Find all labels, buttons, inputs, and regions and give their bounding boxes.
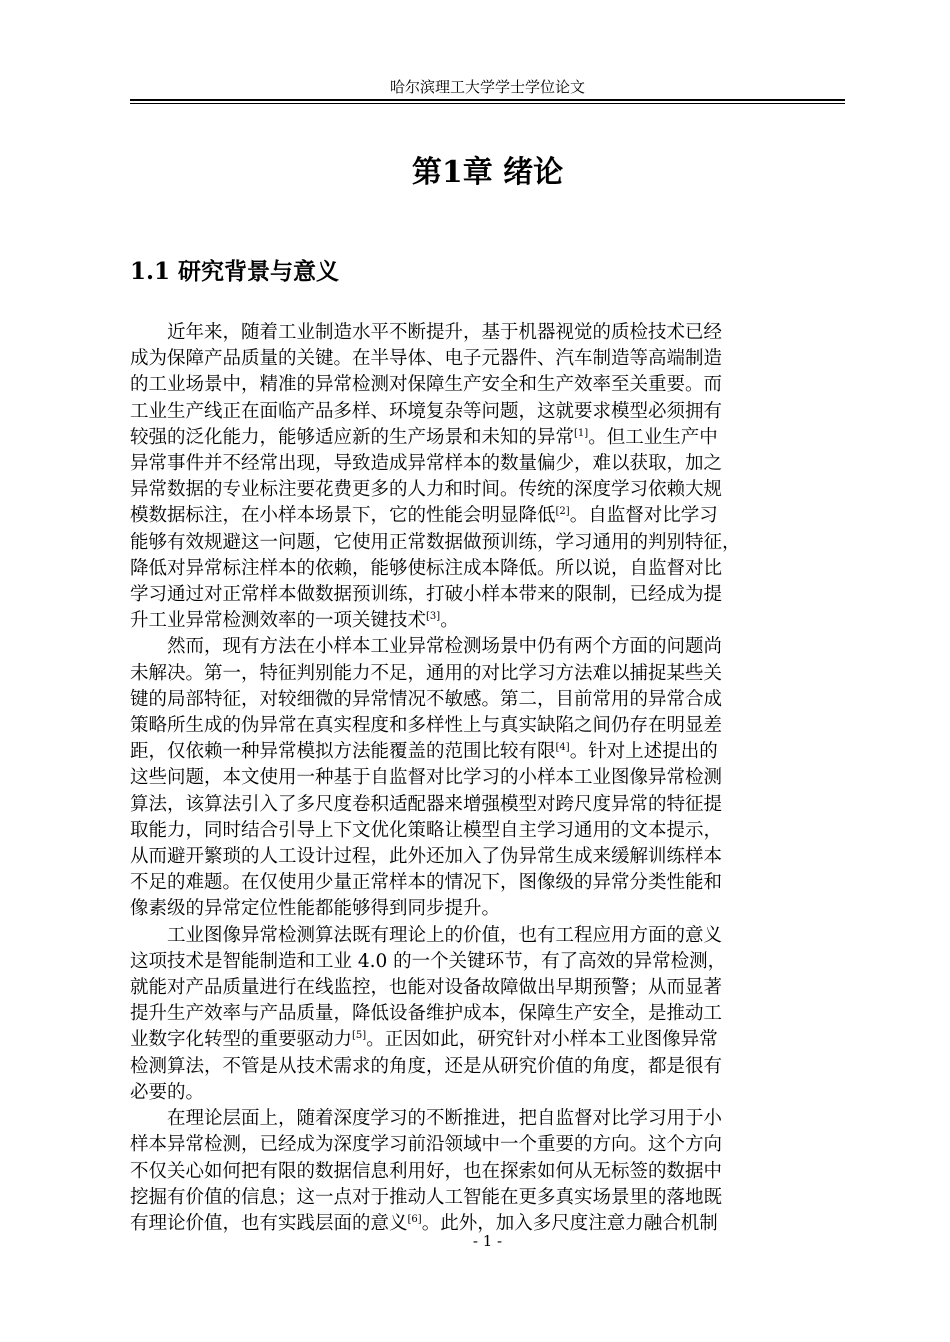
text-line: [130, 661, 852, 687]
paragraph: [130, 634, 852, 922]
header-rule: [130, 99, 845, 104]
text-line: [130, 896, 852, 922]
text-segment: 这项技术是智能制造和工业 4.0 的一个关键环节，有了高效的异常检测，: [130, 950, 727, 972]
text-segment: 不仅关心如何把有限的数据信息利用好，也在探索如何从无标签的数据中: [130, 1160, 723, 1182]
text-segment: 检测算法，不管是从技术需求的角度，还是从研究价值的角度，都是很有: [130, 1055, 723, 1077]
text-line: [130, 1106, 852, 1132]
text-line: [130, 451, 852, 477]
citation-ref: [4]: [555, 742, 570, 754]
text-segment: 成为保障产品质量的关键。在半导体、电子元器件、汽车制造等高端制造: [130, 348, 723, 370]
text-line: [130, 687, 852, 713]
text-line: [130, 792, 852, 818]
text-segment: 的工业场景中，精准的异常检测对保障生产安全和生产效率至关重要。而: [130, 374, 723, 396]
text-segment: 然而，现有方法在小样本工业异常检测场景中仍有两个方面的问题尚: [130, 636, 723, 658]
text-line: [130, 556, 852, 582]
text-segment: 学习通过对正常样本做数据预训练，打破小样本带来的限制，已经成为提: [130, 584, 723, 606]
text-line: [130, 1001, 852, 1027]
text-segment: 工业生产线正在面临产品多样、环境复杂等问题，这就要求模型必须拥有: [130, 400, 723, 422]
text-line: [130, 634, 852, 660]
text-segment: 距，仅依赖一种异常模拟方法能覆盖的范围比较有限: [130, 741, 556, 763]
text-segment: 像素级的异常定位性能都能够得到同步提升。: [130, 898, 501, 920]
citation-ref: [5]: [352, 1030, 367, 1042]
text-segment: 。此外，加入多尺度注意力融合机制: [421, 1212, 718, 1234]
text-segment: 就能对产品质量进行在线监控，也能对设备故障做出早期预警；从而显著: [130, 977, 723, 999]
text-line: [130, 530, 852, 556]
text-line: [130, 608, 852, 634]
text-line: [130, 765, 852, 791]
text-line: [130, 1027, 852, 1053]
citation-ref: [3]: [426, 611, 441, 623]
text-segment: 业数字化转型的重要驱动力: [130, 1029, 353, 1051]
text-line: [130, 425, 852, 451]
text-segment: 异常数据的专业标注要花费更多的人力和时间。传统的深度学习依赖大规: [130, 479, 723, 501]
text-segment: 算法，该算法引入了多尺度卷积适配器来增强模型对跨尺度异常的特征提: [130, 793, 723, 815]
text-segment: 升工业异常检测效率的一项关键技术: [130, 610, 427, 632]
text-segment: 不足的难题。在仅使用少量正常样本的情况下，图像级的异常分类性能和: [130, 872, 723, 894]
text-line: [130, 399, 852, 425]
text-segment: 键的局部特征，对较细微的异常情况不敏感。第二，目前常用的异常合成: [130, 688, 723, 710]
text-line: [130, 1132, 852, 1158]
text-segment: 这些问题，本文使用一种基于自监督对比学习的小样本工业图像异常检测: [130, 767, 723, 789]
text-line: [130, 975, 852, 1001]
chapter-title: 第1章 绪论: [411, 155, 564, 190]
text-line: [130, 1159, 852, 1185]
paragraph: [130, 320, 852, 634]
text-line: [130, 372, 852, 398]
text-line: [130, 844, 852, 870]
text-segment: 样本异常检测，已经成为深度学习前沿领域中一个重要的方向。这个方向: [130, 1134, 723, 1156]
text-segment: 工业图像异常检测算法既有理论上的价值，也有工程应用方面的意义: [130, 924, 723, 946]
text-segment: 能够有效规避这一问题，它使用正常数据做预训练，学习通用的判别特征，: [130, 531, 741, 553]
text-line: [130, 346, 852, 372]
text-segment: 有理论价值，也有实践层面的意义: [130, 1212, 408, 1234]
section-title: 1.1 研究背景与意义: [130, 258, 340, 285]
paragraph: [130, 1106, 852, 1237]
text-line: [130, 713, 852, 739]
body-text: [130, 320, 852, 1237]
paragraph: [130, 923, 852, 1106]
text-line: [130, 477, 852, 503]
text-line: [130, 503, 852, 529]
text-segment: 较强的泛化能力，能够适应新的生产场景和未知的异常: [130, 426, 575, 448]
text-line: [130, 739, 852, 765]
text-segment: 模数据标注，在小样本场景下，它的性能会明显降低: [130, 505, 556, 527]
text-segment: 在理论层面上，随着深度学习的不断推进，把自监督对比学习用于小: [130, 1108, 723, 1130]
text-line: [130, 923, 852, 949]
text-line: [130, 1185, 852, 1211]
text-segment: 取能力，同时结合引导上下文优化策略让模型自主学习通用的文本提示，: [130, 819, 723, 841]
citation-ref: [1]: [574, 427, 589, 439]
text-line: [130, 870, 852, 896]
text-segment: 从而避开繁琐的人工设计过程，此外还加入了伪异常生成来缓解训练样本: [130, 846, 723, 868]
text-segment: 异常事件并不经常出现，导致造成异常样本的数量偏少，难以获取，加之: [130, 453, 723, 475]
citation-ref: [6]: [407, 1213, 422, 1225]
text-line: [130, 818, 852, 844]
page-number: - 1 -: [472, 1232, 503, 1250]
text-segment: 未解决。第一，特征判别能力不足，通用的对比学习方法难以捕捉某些关: [130, 662, 723, 684]
text-segment: 。但工业生产中: [588, 426, 718, 448]
text-segment: 近年来，随着工业制造水平不断提升，基于机器视觉的质检技术已经: [130, 322, 723, 343]
running-header: 哈尔滨理工大学学士学位论文: [389, 78, 585, 96]
text-segment: 。: [440, 610, 459, 632]
text-segment: 必要的。: [130, 1081, 205, 1103]
text-line: [130, 320, 852, 346]
text-segment: 策略所生成的伪异常在真实程度和多样性上与真实缺陷之间仍存在明显差: [130, 715, 723, 737]
text-line: [130, 949, 852, 975]
text-segment: 。正因如此，研究针对小样本工业图像异常: [366, 1029, 718, 1051]
citation-ref: [2]: [555, 506, 570, 518]
text-line: [130, 1080, 852, 1106]
text-segment: 。自监督对比学习: [569, 505, 718, 527]
text-segment: 挖掘有价值的信息；这一点对于推动人工智能在更多真实场景里的落地既: [130, 1186, 723, 1208]
text-segment: 降低对异常标注样本的依赖，能够使标注成本降低。所以说，自监督对比: [130, 557, 723, 579]
text-line: [130, 1054, 852, 1080]
text-line: [130, 582, 852, 608]
text-segment: 。针对上述提出的: [569, 741, 718, 763]
text-segment: 提升生产效率与产品质量，降低设备维护成本，保障生产安全，是推动工: [130, 1003, 723, 1025]
